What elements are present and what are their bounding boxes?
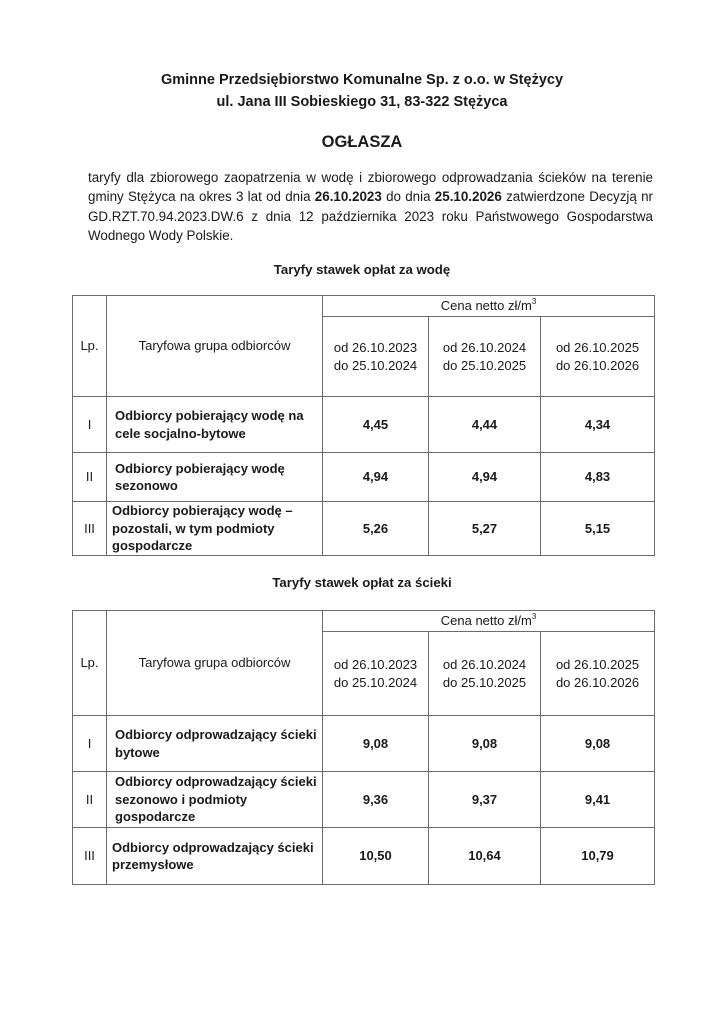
row-value: 9,37 [429, 772, 541, 828]
intro-text-3: zatwierdzone Decyzją nr GD.RZT.70.94.2023.DW.6 z dnia 12 października 2023 roku Państwowego Gospodarstwa Wodnego Wody Polskie. [88, 189, 654, 243]
period-to: do 25.10.2025 [442, 674, 527, 690]
period-header [541, 317, 655, 397]
price-header [323, 611, 655, 632]
col-group-header: Taryfowa grupa odbiorców [107, 296, 323, 397]
period-to: do 25.10.2025 [442, 357, 527, 373]
period-header [541, 632, 655, 716]
row-value: 4,94 [323, 453, 429, 502]
row-lp: I [73, 716, 107, 772]
period-from: od 26.10.2025 [555, 340, 640, 355]
period-from: od 26.10.2024 [442, 657, 527, 672]
period-from: od 26.10.2023 [333, 340, 418, 355]
intro-date-from: 26.10.2023 [314, 189, 382, 205]
table-row [73, 772, 655, 828]
row-lp: III [73, 828, 107, 885]
row-value: 4,45 [323, 397, 429, 453]
row-value: 4,44 [429, 397, 541, 453]
period-to: do 25.10.2024 [333, 357, 418, 373]
row-value: 5,15 [541, 502, 655, 556]
row-group: Odbiorcy odprowadzający ścieki przemysłowe [107, 828, 323, 885]
row-value: 10,50 [323, 828, 429, 885]
period-from: od 26.10.2025 [555, 657, 640, 672]
row-value: 5,26 [323, 502, 429, 556]
price-header-sup: 3 [531, 297, 537, 307]
period-to: do 26.10.2026 [555, 357, 640, 373]
row-value: 5,27 [429, 502, 541, 556]
row-lp: II [73, 453, 107, 502]
period-from: od 26.10.2023 [333, 657, 418, 672]
table-row [73, 397, 655, 453]
price-header [323, 296, 655, 317]
row-value: 4,83 [541, 453, 655, 502]
table-row [73, 502, 655, 556]
row-value: 10,79 [541, 828, 655, 885]
period-from: od 26.10.2024 [442, 340, 527, 355]
period-header [429, 632, 541, 716]
company-address: ul. Jana III Sobieskiego 31, 83-322 Stężyca [216, 94, 508, 110]
water-table-title: Taryfy stawek opłat za wodę [273, 262, 451, 277]
row-value: 9,08 [541, 716, 655, 772]
intro-paragraph [88, 168, 653, 245]
row-value: 9,08 [429, 716, 541, 772]
row-group: Odbiorcy odprowadzający ścieki sezonowo i podmioty gospodarcze [107, 772, 323, 828]
announcement-heading: OGŁASZA [321, 133, 403, 151]
period-header [323, 317, 429, 397]
period-header [323, 632, 429, 716]
row-lp: II [73, 772, 107, 828]
intro-text-1: taryfy dla zbiorowego zaopatrzenia w wodę i zbiorowego odprowadzania ścieków na terenie gminy Stężyca na okres 3 lat od dnia [88, 170, 653, 205]
row-group: Odbiorcy pobierający wodę na cele socjalno-bytowe [107, 397, 323, 453]
period-to: do 26.10.2026 [555, 674, 640, 690]
row-value: 4,94 [429, 453, 541, 502]
water-tariff-table [72, 295, 655, 556]
period-header [429, 317, 541, 397]
period-to: do 25.10.2024 [333, 674, 418, 690]
table-row [73, 828, 655, 885]
row-lp: III [73, 502, 107, 556]
row-value: 4,34 [541, 397, 655, 453]
row-value: 9,36 [323, 772, 429, 828]
row-value: 10,64 [429, 828, 541, 885]
row-group: Odbiorcy odprowadzający ścieki bytowe [107, 716, 323, 772]
col-group-header: Taryfowa grupa odbiorców [107, 611, 323, 716]
col-lp-header: Lp. [73, 296, 107, 397]
company-name: Gminne Przedsiębiorstwo Komunalne Sp. z o.o. w Stężycy [160, 72, 564, 88]
intro-text-2: do dnia [381, 189, 435, 205]
sewage-table-title: Taryfy stawek opłat za ścieki [272, 575, 452, 590]
sewage-tariff-table [72, 610, 655, 885]
row-value: 9,08 [323, 716, 429, 772]
table-row [73, 453, 655, 502]
price-header-text: Cena netto zł/m [440, 298, 532, 314]
price-header-text: Cena netto zł/m [440, 613, 532, 629]
price-header-sup: 3 [531, 612, 537, 622]
col-lp-header: Lp. [73, 611, 107, 716]
row-lp: I [73, 397, 107, 453]
table-row [73, 716, 655, 772]
intro-date-to: 25.10.2026 [434, 189, 502, 205]
row-group: Odbiorcy pobierający wodę – pozostali, w tym podmioty gospodarcze [107, 502, 323, 556]
row-group: Odbiorcy pobierający wodę sezonowo [107, 453, 323, 502]
row-value: 9,41 [541, 772, 655, 828]
